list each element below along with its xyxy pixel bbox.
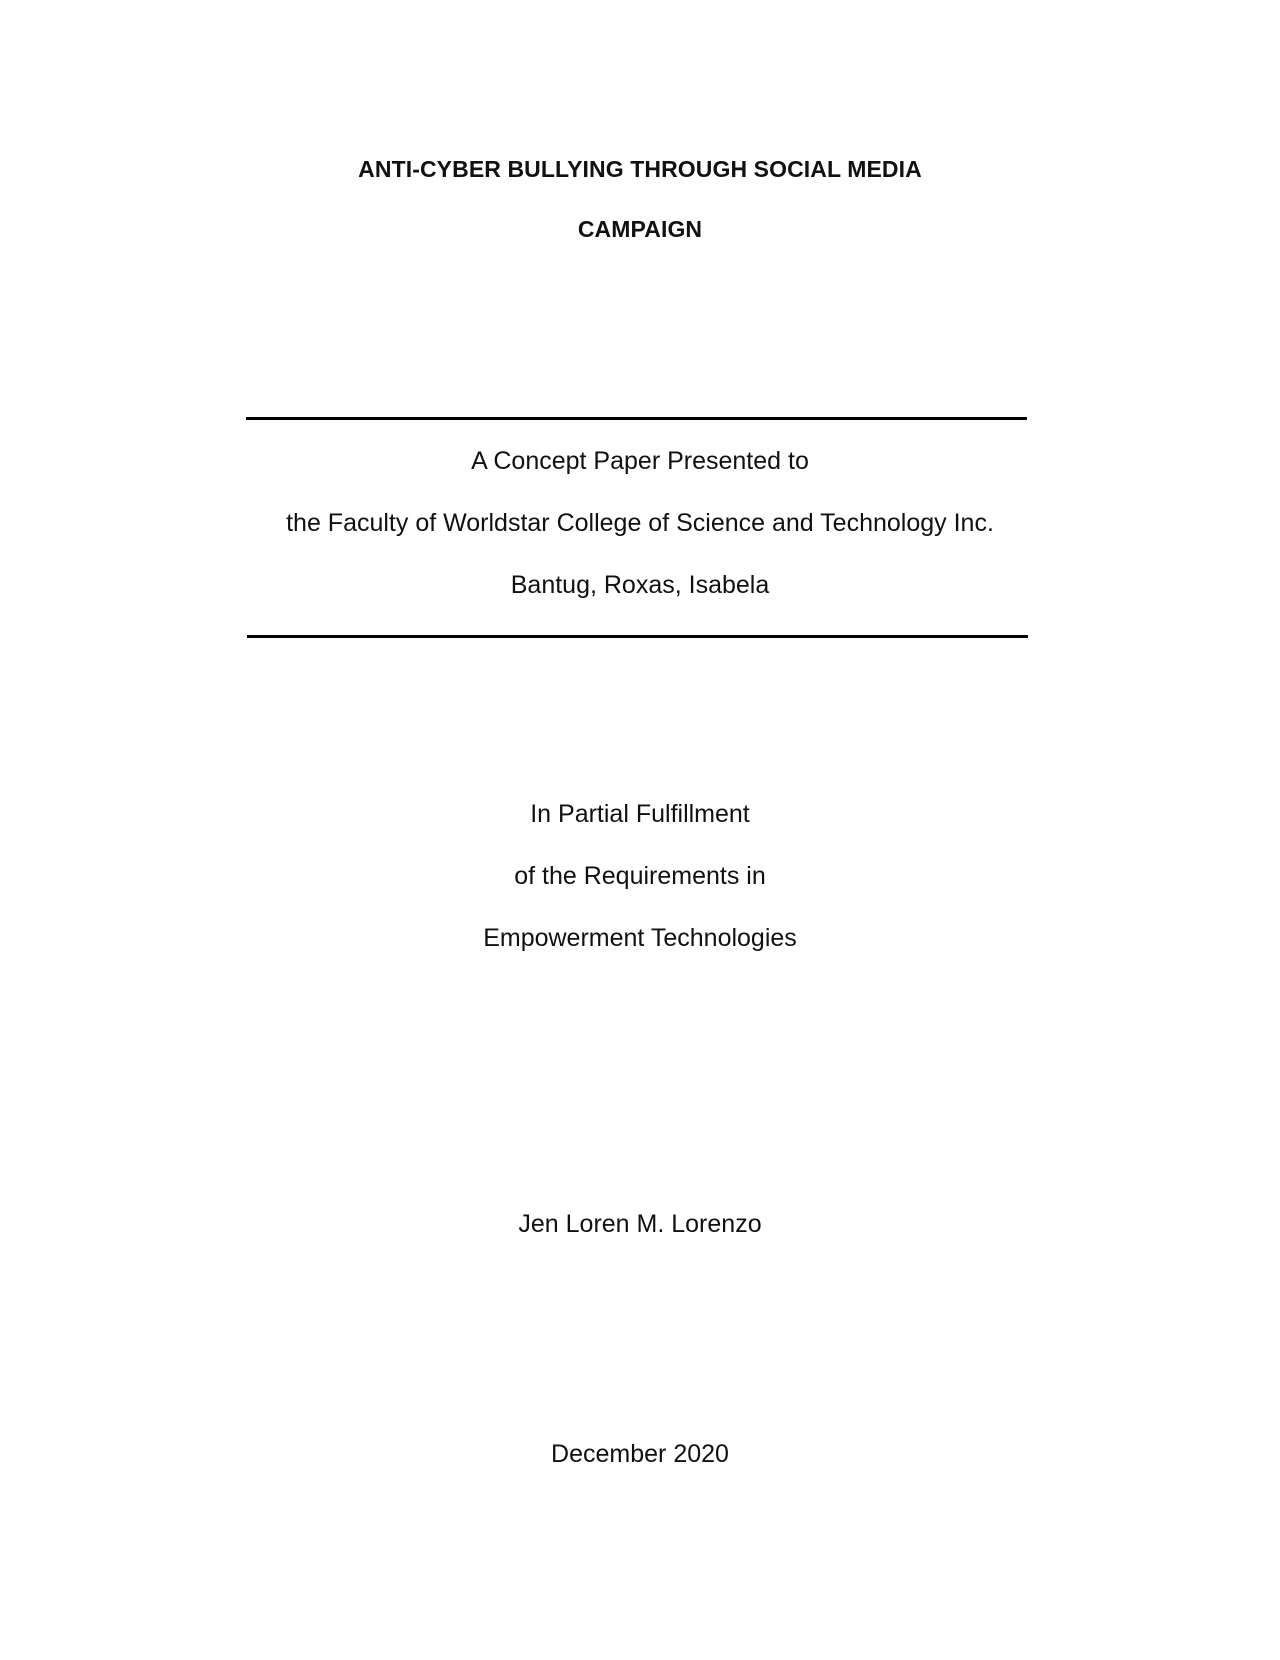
bottom-horizontal-rule	[247, 635, 1028, 638]
title-line-2: CAMPAIGN	[577, 216, 703, 242]
presentation-line-2: the Faculty of Worldstar College of Science and Technology Inc.	[286, 509, 994, 537]
fulfillment-line-1: In Partial Fulfillment	[530, 800, 750, 828]
title-line-1: ANTI-CYBER BULLYING THROUGH SOCIAL MEDIA	[358, 156, 922, 182]
document-date: December 2020	[551, 1440, 729, 1468]
presentation-line-3: Bantug, Roxas, Isabela	[510, 571, 770, 599]
top-horizontal-rule	[246, 417, 1027, 420]
presentation-line-1: A Concept Paper Presented to	[471, 447, 809, 475]
fulfillment-line-2: of the Requirements in	[514, 862, 766, 890]
author-name: Jen Loren M. Lorenzo	[518, 1210, 762, 1238]
fulfillment-line-3: Empowerment Technologies	[483, 924, 797, 952]
